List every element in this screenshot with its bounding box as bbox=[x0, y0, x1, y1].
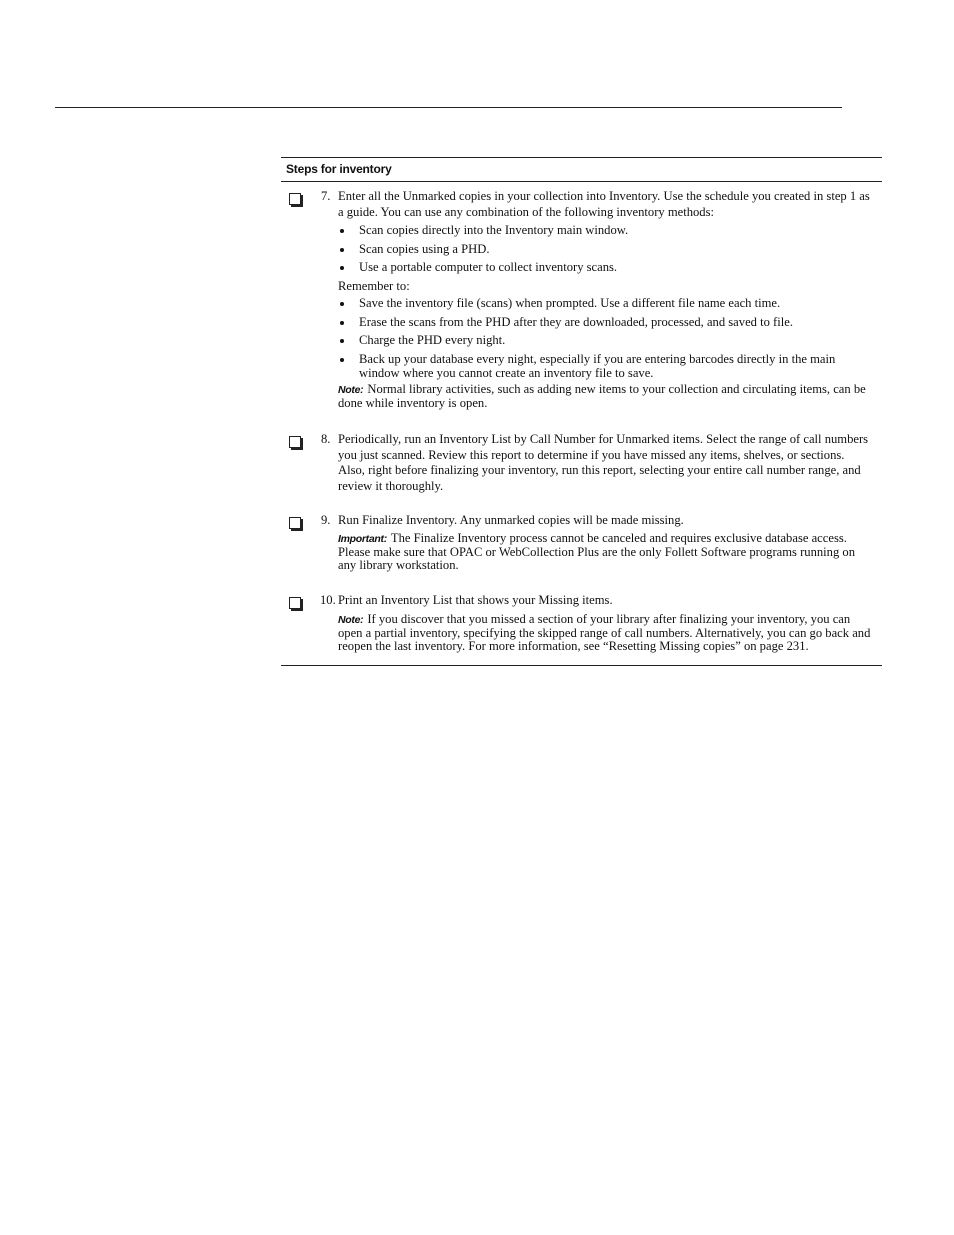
step-text: Print an Inventory List that shows your Missing items. bbox=[338, 593, 613, 608]
step-text: Run Finalize Inventory. Any unmarked copies will be made missing. bbox=[338, 512, 684, 527]
checkbox-icon[interactable] bbox=[289, 597, 301, 609]
important-note bbox=[338, 532, 872, 572]
note bbox=[338, 383, 872, 410]
checkbox-icon[interactable] bbox=[289, 193, 301, 205]
bullet-icon bbox=[340, 358, 344, 362]
step-number: 7. bbox=[321, 189, 331, 203]
step-7 bbox=[281, 182, 882, 410]
list-item: Back up your database every night, especially if you are entering barcodes directly in the main window where you cannot create an inventory file to save. bbox=[338, 352, 872, 380]
step-number: 9. bbox=[321, 512, 331, 527]
list-item: Scan copies directly into the Inventory main window. bbox=[338, 223, 872, 238]
step-number: 10. bbox=[320, 593, 336, 608]
note-label: Note: bbox=[338, 384, 364, 397]
note-label: Important: bbox=[338, 533, 387, 546]
list-item: Charge the PHD every night. bbox=[338, 333, 872, 348]
note bbox=[338, 613, 872, 653]
table-title: Steps for inventory bbox=[281, 158, 882, 182]
list-item: Save the inventory file (scans) when prompted. Use a different file name each time. bbox=[338, 296, 872, 311]
step-number: 8. bbox=[321, 432, 331, 447]
header-rule bbox=[55, 107, 842, 108]
note-text: If you discover that you missed a section of your library after finalizing your inventory, you can open a partial inventory, specifying the skipped range of call numbers. Alternatively, you can go back and reopen the last inventory. For more information, see “Resetting Missing copies” on page 231. bbox=[338, 611, 871, 653]
method-list bbox=[338, 223, 872, 275]
bullet-icon bbox=[340, 302, 344, 306]
step-text: Enter all the Unmarked copies in your collection into Inventory. Use the schedule you created in step 1 as a guide. You can use any combination of the following inventory methods: bbox=[338, 189, 870, 219]
note-text: Normal library activities, such as adding new items to your collection and circulating items, can be done while inventory is open. bbox=[338, 382, 866, 411]
checkbox-icon[interactable] bbox=[289, 517, 301, 529]
step-text: Periodically, run an Inventory List by Call Number for Unmarked items. Select the range of call numbers you just scanned. Review this report to determine if you have missed any items, shelves, or sections. Also, right before finalizing your inventory, run this report, selecting your entire call number range, and review it thoroughly. bbox=[338, 432, 869, 494]
remember-label: Remember to: bbox=[338, 278, 410, 293]
step-10 bbox=[281, 593, 882, 665]
bullet-icon bbox=[340, 248, 344, 252]
list-item: Use a portable computer to collect inventory scans. bbox=[338, 260, 872, 275]
list-item: Scan copies using a PHD. bbox=[338, 242, 872, 257]
step-8 bbox=[281, 432, 882, 494]
bullet-icon bbox=[340, 229, 344, 233]
note-label: Note: bbox=[338, 613, 364, 626]
checkbox-icon[interactable] bbox=[289, 436, 301, 448]
reminder-list bbox=[338, 296, 872, 380]
bullet-icon bbox=[340, 266, 344, 270]
note-text: The Finalize Inventory process cannot be canceled and requires exclusive database access. Please make sure that OPAC or WebCollection Plus are the only Follett Software programs running on any library workstation. bbox=[338, 531, 856, 573]
steps-table bbox=[281, 157, 882, 666]
bullet-icon bbox=[340, 321, 344, 325]
bullet-icon bbox=[340, 339, 344, 343]
step-9 bbox=[281, 513, 882, 573]
list-item: Erase the scans from the PHD after they are downloaded, processed, and saved to file. bbox=[338, 315, 872, 330]
